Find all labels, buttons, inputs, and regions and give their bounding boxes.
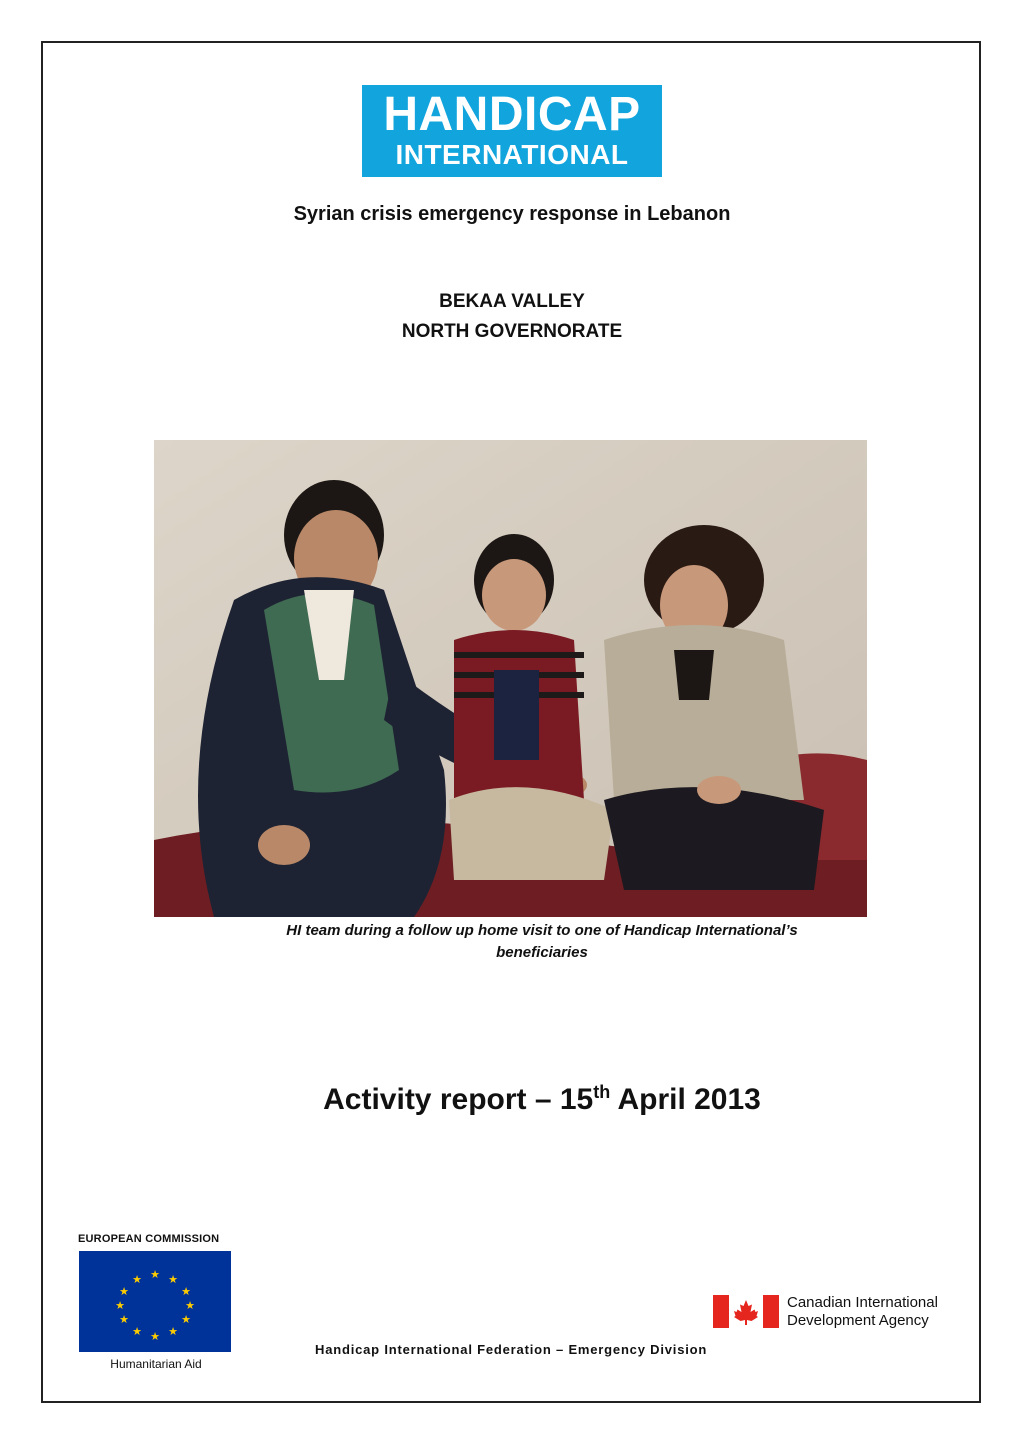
svg-text:★: ★ [119,1285,129,1298]
cover-photo [154,440,867,917]
region-bekaa: BEKAA VALLEY [439,291,585,312]
svg-text:★: ★ [150,1330,160,1343]
svg-text:★: ★ [115,1299,125,1312]
svg-text:★: ★ [168,1273,178,1286]
handicap-international-logo [362,85,662,177]
region-north: NORTH GOVERNORATE [401,321,623,342]
report-title-ordinal: th [593,1082,611,1102]
cida-name [787,1294,938,1330]
svg-text:★: ★ [185,1299,195,1312]
logo-line-1: HANDICAP [383,88,641,141]
svg-text:★: ★ [181,1285,191,1298]
svg-text:★: ★ [132,1273,142,1286]
report-title [0,1083,1024,1117]
svg-text:★: ★ [181,1313,191,1326]
report-title-prefix: Activity report – 15 [323,1083,594,1116]
svg-text:★: ★ [119,1313,129,1326]
logo-line-2: INTERNATIONAL [395,139,629,170]
ec-label: EUROPEAN COMMISSION [78,1233,220,1245]
photo-caption: HI team during a follow up home visit to one of Handicap International’s beneficiaries [286,922,798,961]
ec-sublabel: Humanitarian Aid [110,1357,202,1371]
report-title-suffix: April 2013 [610,1083,761,1116]
cida-line-1: Canadian International [787,1294,938,1311]
document-subtitle: Syrian crisis emergency response in Lebanon [293,203,731,225]
svg-text:★: ★ [150,1268,160,1281]
canada-flag-icon [713,1295,779,1328]
svg-text:★: ★ [132,1325,142,1338]
eu-flag-icon [79,1251,231,1352]
cida-line-2: Development Agency [787,1312,929,1329]
svg-text:★: ★ [168,1325,178,1338]
footer-division: Handicap International Federation – Emergency Division [315,1342,708,1357]
